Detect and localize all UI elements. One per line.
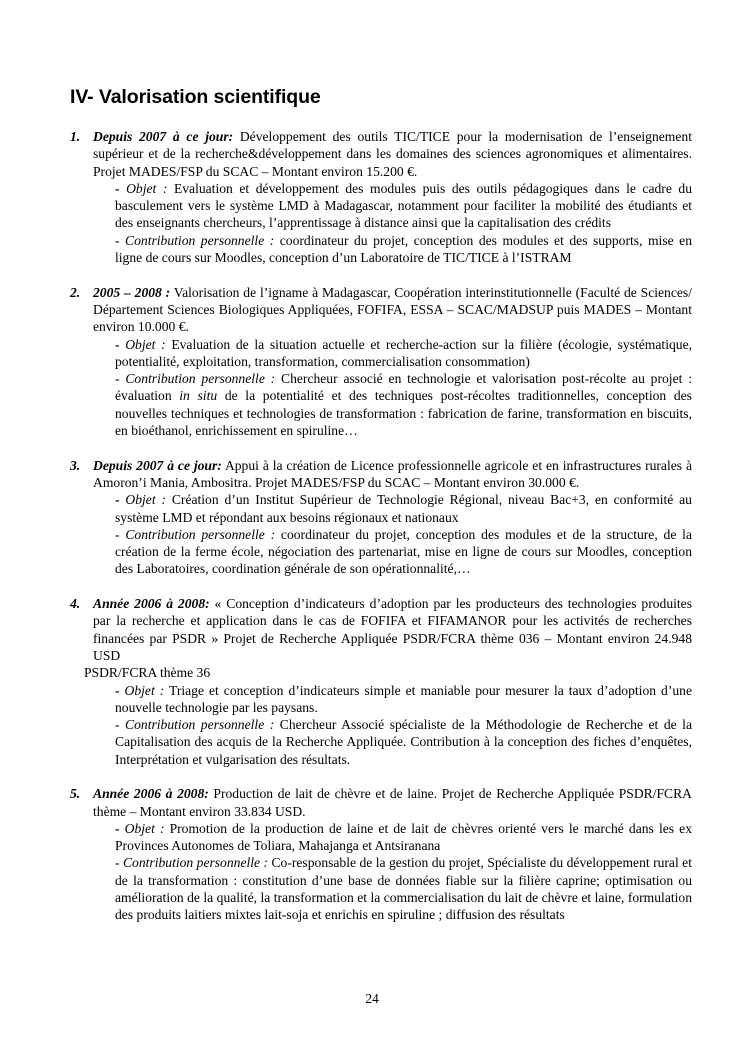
section-heading: IV- Valorisation scientifique <box>70 86 321 108</box>
objet-label: Objet : <box>125 336 166 352</box>
objet-label: Objet : <box>124 682 165 698</box>
contribution-text: Chercheur associé en technologie et valorisation post-récolte au projet : évaluation <box>115 371 692 404</box>
objet-label: Objet : <box>126 180 168 196</box>
list-item <box>70 595 692 768</box>
item-number: 5. <box>70 786 81 802</box>
item-text: « Conception d’indicateurs d’adoption par les producteurs des technologies produites par la recherche et application dans le cas de FOFIFA et FIFAMANOR pour les activités de recherches financées par PSDR » Projet de Recherche Appliquée PSDR/FCRA thème 036 – Montant environ 24.948 USD <box>93 596 693 663</box>
item-period: Depuis 2007 à ce jour: <box>93 129 234 144</box>
objet-label: Objet : <box>125 492 166 508</box>
contribution-label: Contribution personnelle : <box>125 232 275 248</box>
contribution-italic-term: in situ <box>179 388 218 404</box>
contribution-text: Co-responsable de la gestion du projet, Spécialiste du développement rural et de la transformation : constitution d’une base de données fiable sur la filière caprine; optimisation ou amélioration de la qualité, la transformation et la commercialisation du lait de chèvre et laine, formulation des produits laitiers mixtes lait-soja et enrichis en spiruline ; diffusion des résultats <box>115 855 692 923</box>
item-number: 2. <box>70 284 81 300</box>
item-period: Année 2006 à 2008: <box>93 786 209 802</box>
objet-line: - Objet : Promotion de la production de laine et de lait de chèvres orienté vers le marché dans les ex Provinces Autonomes de Toliara, Mahajanga et Antsiranana <box>115 820 692 854</box>
contribution-line: - Contribution personnelle : Co-responsable de la gestion du projet, Spécialiste du développement rural et de la transformation : constitution d’une base de données fiable sur la filière caprine; optimisation ou amélioration de la qualité, la transformation et la commercialisation du lait de chèvre et laine, formulation des produits laitiers mixtes lait-soja et enrichis en spiruline ; diffusion des résultats <box>115 855 692 923</box>
objet-text: Création d’un Institut Supérieur de Technologie Régional, niveau Bac+3, en conformité au système LMD et répondant aux besoins régionaux et nationaux <box>115 492 692 525</box>
item-description <box>93 785 692 820</box>
objet-line: - Objet : Création d’un Institut Supérieur de Technologie Régional, niveau Bac+3, en conformité au système LMD et répondant aux besoins régionaux et nationaux <box>115 492 692 525</box>
contribution-text: Chercheur Associé spécialiste de la Méthodologie de Recherche et de la Capitalisation des acquis de la Recherche Appliquée. Contribution à la conception des fiches d’enquêtes, Interprétation et vulgarisation des résultats. <box>115 717 692 767</box>
objet-label: Objet : <box>124 820 165 836</box>
objet-line: - Objet : Triage et conception d’indicateurs simple et maniable pour mesurer la taux d’adoption d’une nouvelle technologie par les paysans. <box>115 682 692 715</box>
objet-text: Evaluation de la situation actuelle et recherche-action sur la filière (écologie, systématique, potentialité, exploitation, transformation, commercialisation consommation) <box>115 336 692 369</box>
item-description <box>93 595 692 664</box>
contribution-label: Contribution personnelle : <box>122 855 269 871</box>
item-period: 2005 – 2008 : <box>93 284 171 300</box>
objet-text: Evaluation et développement des modules puis des outils pédagogiques dans le cadre du basculement vers le système LMD à Madagascar, notamment pour faciliter la mobilité des étudiants et des enseignants chercheurs, l’apprentissage à distance ainsi que la capitalisation des crédits <box>115 180 693 231</box>
contribution-text-continued: de la potentialité et des techniques post-récoltes traditionnelles, conception des nouvelles techniques et technologies de transformation : fabrication de farine, transformation en biscuits, en bioéthanol, enrichissement en spiruline… <box>115 388 692 439</box>
item-number: 4. <box>70 596 81 612</box>
item-number: 3. <box>70 457 81 473</box>
item-description <box>93 284 692 336</box>
item-period: Année 2006 à 2008: <box>93 596 210 612</box>
objet-text: Promotion de la production de laine et de lait de chèvres orienté vers le marché dans les ex Provinces Autonomes de Toliara, Mahajanga et Antsiranana <box>115 820 692 854</box>
contribution-text: coordinateur du projet, conception des modules et des supports, mise en ligne de cours sur Moodles, conception d’un Laboratoire de TIC/TICE à l’ISTRAM <box>115 232 692 266</box>
contribution-line: - Contribution personnelle : Chercheur Associé spécialiste de la Méthodologie de Recherche et de la Capitalisation des acquis de la Recherche Appliquée. Contribution à la conception des fiches d’enquêtes, Interprétation et vulgarisation des résultats. <box>115 717 692 767</box>
contribution-line: - Contribution personnelle : coordinateur du projet, conception des modules et de la structure, de la création de la ferme école, négociation des partenariat, mise en ligne de cours sur Moodles, conception des Laboratoires, coordination générale de son opérationnalité,… <box>115 526 692 577</box>
item-period: Depuis 2007 à ce jour: <box>93 457 222 473</box>
list-item <box>70 457 692 578</box>
list-item <box>70 128 692 266</box>
item-description <box>93 128 692 180</box>
item-text: Production de lait de chèvre et de laine. Projet de Recherche Appliquée PSDR/FCRA thème – Montant environ 33.834 USD. <box>93 786 692 819</box>
project-list <box>70 128 692 941</box>
item-description <box>93 457 692 492</box>
contribution-text: coordinateur du projet, conception des modules et de la structure, de la création de la ferme école, négociation des partenariat, mise en ligne de cours sur Moodles, conception des Laboratoires, coordination générale de son opérationnalité,… <box>115 526 692 577</box>
objet-line: - Objet : Evaluation de la situation actuelle et recherche-action sur la filière (écologie, systématique, potentialité, exploitation, transformation, commercialisation consommation) <box>115 336 692 369</box>
list-item <box>70 284 692 440</box>
list-item <box>70 785 692 923</box>
item-number: 1. <box>70 129 81 144</box>
item-text: Valorisation de l’igname à Madagascar, Coopération interinstitutionnelle (Faculté de Sciences/ Département Sciences Biologiques Appliquées, FOFIFA, ESSA – SCAC/MADSUP puis MADES – Montant environ 10.000 €. <box>93 284 692 335</box>
item-text: Appui à la création de Licence professionnelle agricole et en infrastructures rurales à Amoron’i Mania, Ambositra. Projet MADES/FSP du SCAC – Montant environ 30.000 €. <box>93 457 692 490</box>
contribution-line: - Contribution personnelle : coordinateur du projet, conception des modules et des supports, mise en ligne de cours sur Moodles, conception d’un Laboratoire de TIC/TICE à l’ISTRAM <box>115 232 692 266</box>
contribution-label: Contribution personnelle : <box>125 717 275 733</box>
contribution-label: Contribution personnelle : <box>125 526 276 542</box>
page-number: 24 <box>365 991 379 1006</box>
item-extra-line: PSDR/FCRA thème 36 <box>84 665 211 681</box>
contribution-label: Contribution personnelle : <box>125 371 276 387</box>
item-text: Développement des outils TIC/TICE pour la modernisation de l’enseignement supérieur et de la recherche&développement dans les domaines des sciences agronomiques et alimentaires. Projet MADES/FSP du SCAC – Montant environ 15.200 €. <box>93 129 692 179</box>
contribution-line: - Contribution personnelle : Chercheur associé en technologie et valorisation post-récolte au projet : évaluation in situ de la potentialité et des techniques post-récoltes traditionnelles, conception des nouvelles techniques et technologies de transformation : fabrication de farine, transformation en biscuits, en bioéthanol, enrichissement en spiruline… <box>115 371 692 439</box>
objet-text: Triage et conception d’indicateurs simple et maniable pour mesurer la taux d’adoption d’une nouvelle technologie par les paysans. <box>115 682 692 715</box>
objet-line: - Objet : Evaluation et développement des modules puis des outils pédagogiques dans le cadre du basculement vers le système LMD à Madagascar, notamment pour faciliter la mobilité des étudiants et des enseignants chercheurs, l’apprentissage à distance ainsi que la capitalisation des crédits <box>115 180 693 231</box>
